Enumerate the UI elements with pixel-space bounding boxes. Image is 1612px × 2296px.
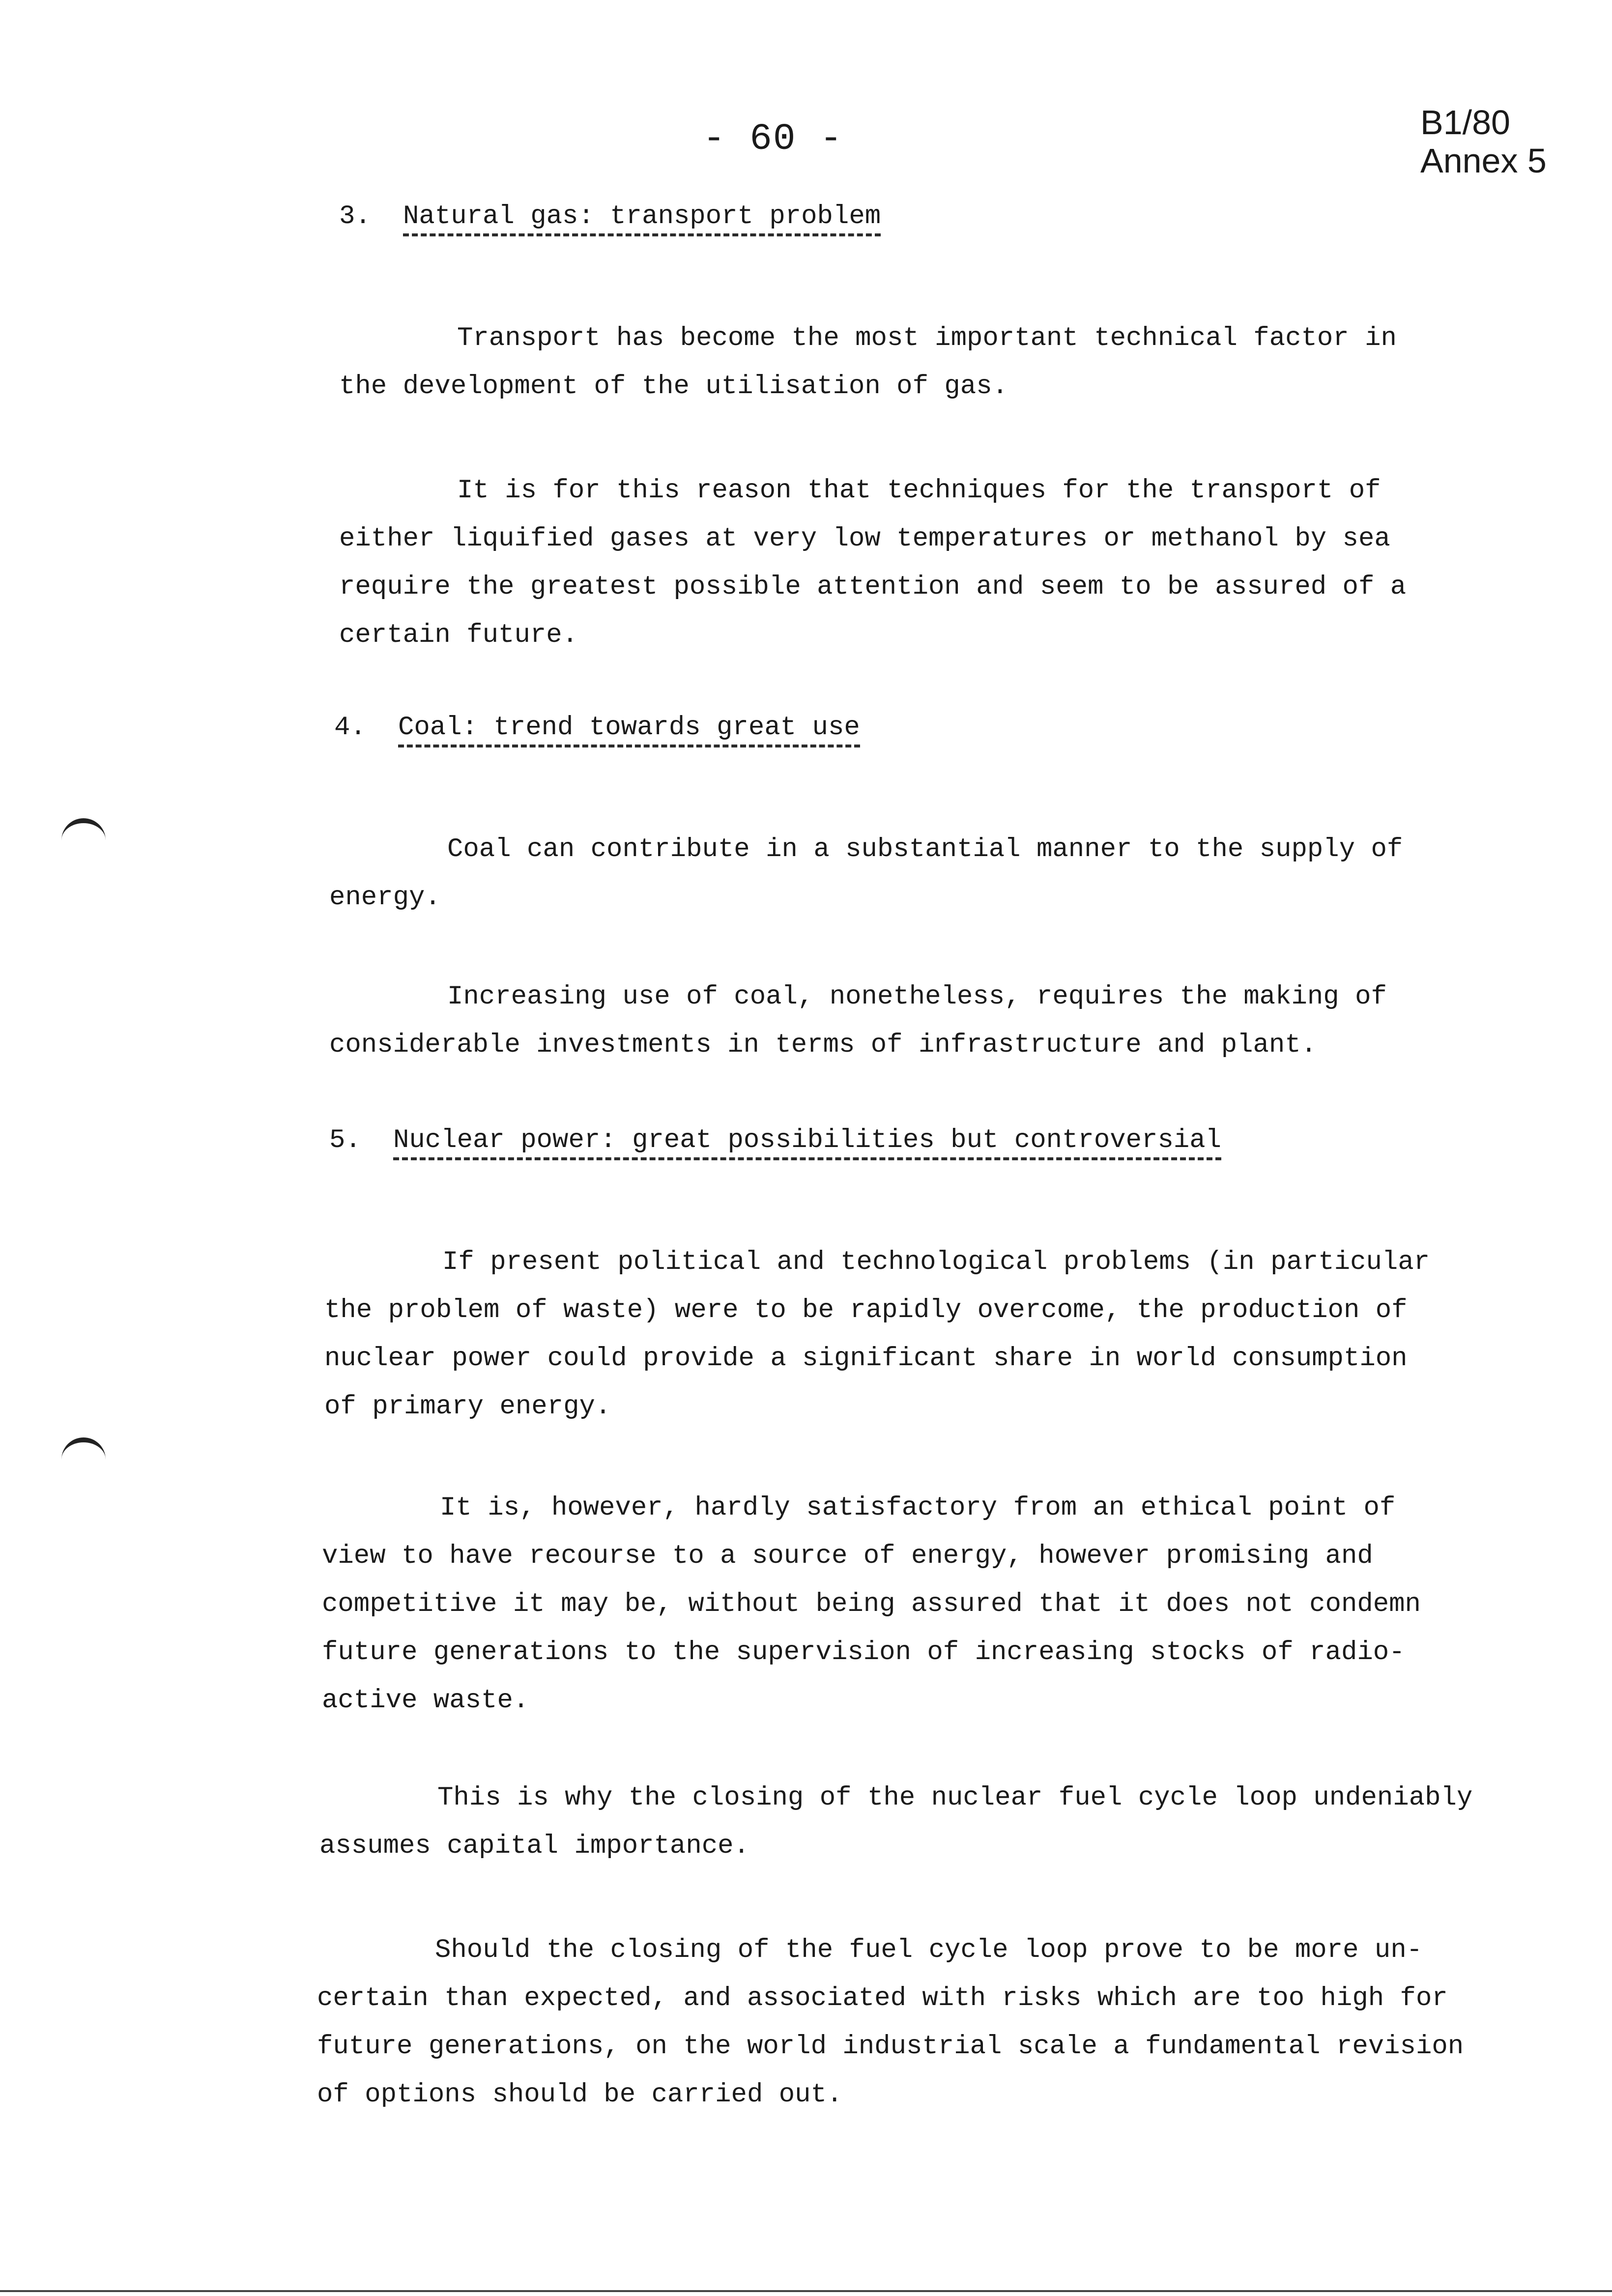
text-line: future generations, on the world industrial scale a fundamental revision (317, 2032, 1464, 2062)
section-heading-5 (329, 1125, 1221, 1155)
paragraph (339, 315, 1469, 411)
text-line: assumes capital importance. (319, 1831, 749, 1861)
section-title: Natural gas: transport problem (403, 201, 881, 236)
text-line: certain than expected, and associated with risks which are too high for (317, 1983, 1448, 2013)
section-number: 3. (339, 201, 371, 231)
paragraph (329, 973, 1460, 1069)
text-line: energy. (329, 883, 441, 913)
page-number: - 60 - (703, 118, 843, 160)
punch-hole-mark (61, 818, 106, 843)
section-heading-4 (334, 713, 860, 743)
section-number: 4. (334, 713, 366, 743)
text-line: It is for this reason that techniques for the transport of (457, 476, 1381, 506)
paragraph (339, 467, 1469, 660)
punch-hole-mark (61, 1437, 106, 1462)
text-line: active waste. (322, 1686, 529, 1716)
text-line: the development of the utilisation of gas. (339, 372, 1008, 402)
section-title: Coal: trend towards great use (398, 713, 860, 747)
text-line: If present political and technological problems (in particular (442, 1247, 1430, 1277)
text-line: Transport has become the most important technical factor in (457, 323, 1397, 353)
text-line: considerable investments in terms of infrastructure and plant. (329, 1030, 1317, 1060)
text-line: the problem of waste) were to be rapidly overcome, the production of (324, 1295, 1408, 1325)
text-line: It is, however, hardly satisfactory from an ethical point of (440, 1493, 1396, 1523)
text-line: This is why the closing of the nuclear fuel cycle loop undeniably (437, 1783, 1473, 1813)
paragraph (319, 1774, 1473, 1870)
document-reference (1420, 103, 1547, 180)
text-line: either liquified gases at very low temperatures or methanol by sea (339, 524, 1390, 554)
text-line: competitive it may be, without being assured that it does not condemn (322, 1589, 1421, 1619)
reference-code: B1/80 (1420, 103, 1510, 142)
paragraph (329, 826, 1460, 922)
annex-label: Annex 5 (1420, 142, 1547, 180)
section-heading-3 (339, 201, 881, 231)
bottom-rule (0, 2290, 1612, 2292)
text-line: certain future. (339, 620, 578, 650)
text-line: Coal can contribute in a substantial manner to the supply of (447, 834, 1403, 864)
paragraph (322, 1484, 1452, 1725)
text-line: of options should be carried out. (317, 2080, 843, 2110)
paragraph (317, 1926, 1464, 2119)
section-number: 5. (329, 1125, 361, 1155)
paragraph (324, 1238, 1455, 1431)
text-line: require the greatest possible attention and seem to be assured of a (339, 572, 1407, 602)
text-line: future generations to the supervision of increasing stocks of radio- (322, 1637, 1405, 1667)
section-title: Nuclear power: great possibilities but controversial (393, 1125, 1221, 1160)
text-line: nuclear power could provide a significant share in world consumption (324, 1344, 1408, 1374)
text-line: Increasing use of coal, nonetheless, requires the making of (447, 982, 1387, 1012)
text-line: of primary energy. (324, 1392, 611, 1422)
text-line: view to have recourse to a source of energy, however promising and (322, 1541, 1373, 1571)
text-line: Should the closing of the fuel cycle loop prove to be more un- (435, 1935, 1423, 1965)
